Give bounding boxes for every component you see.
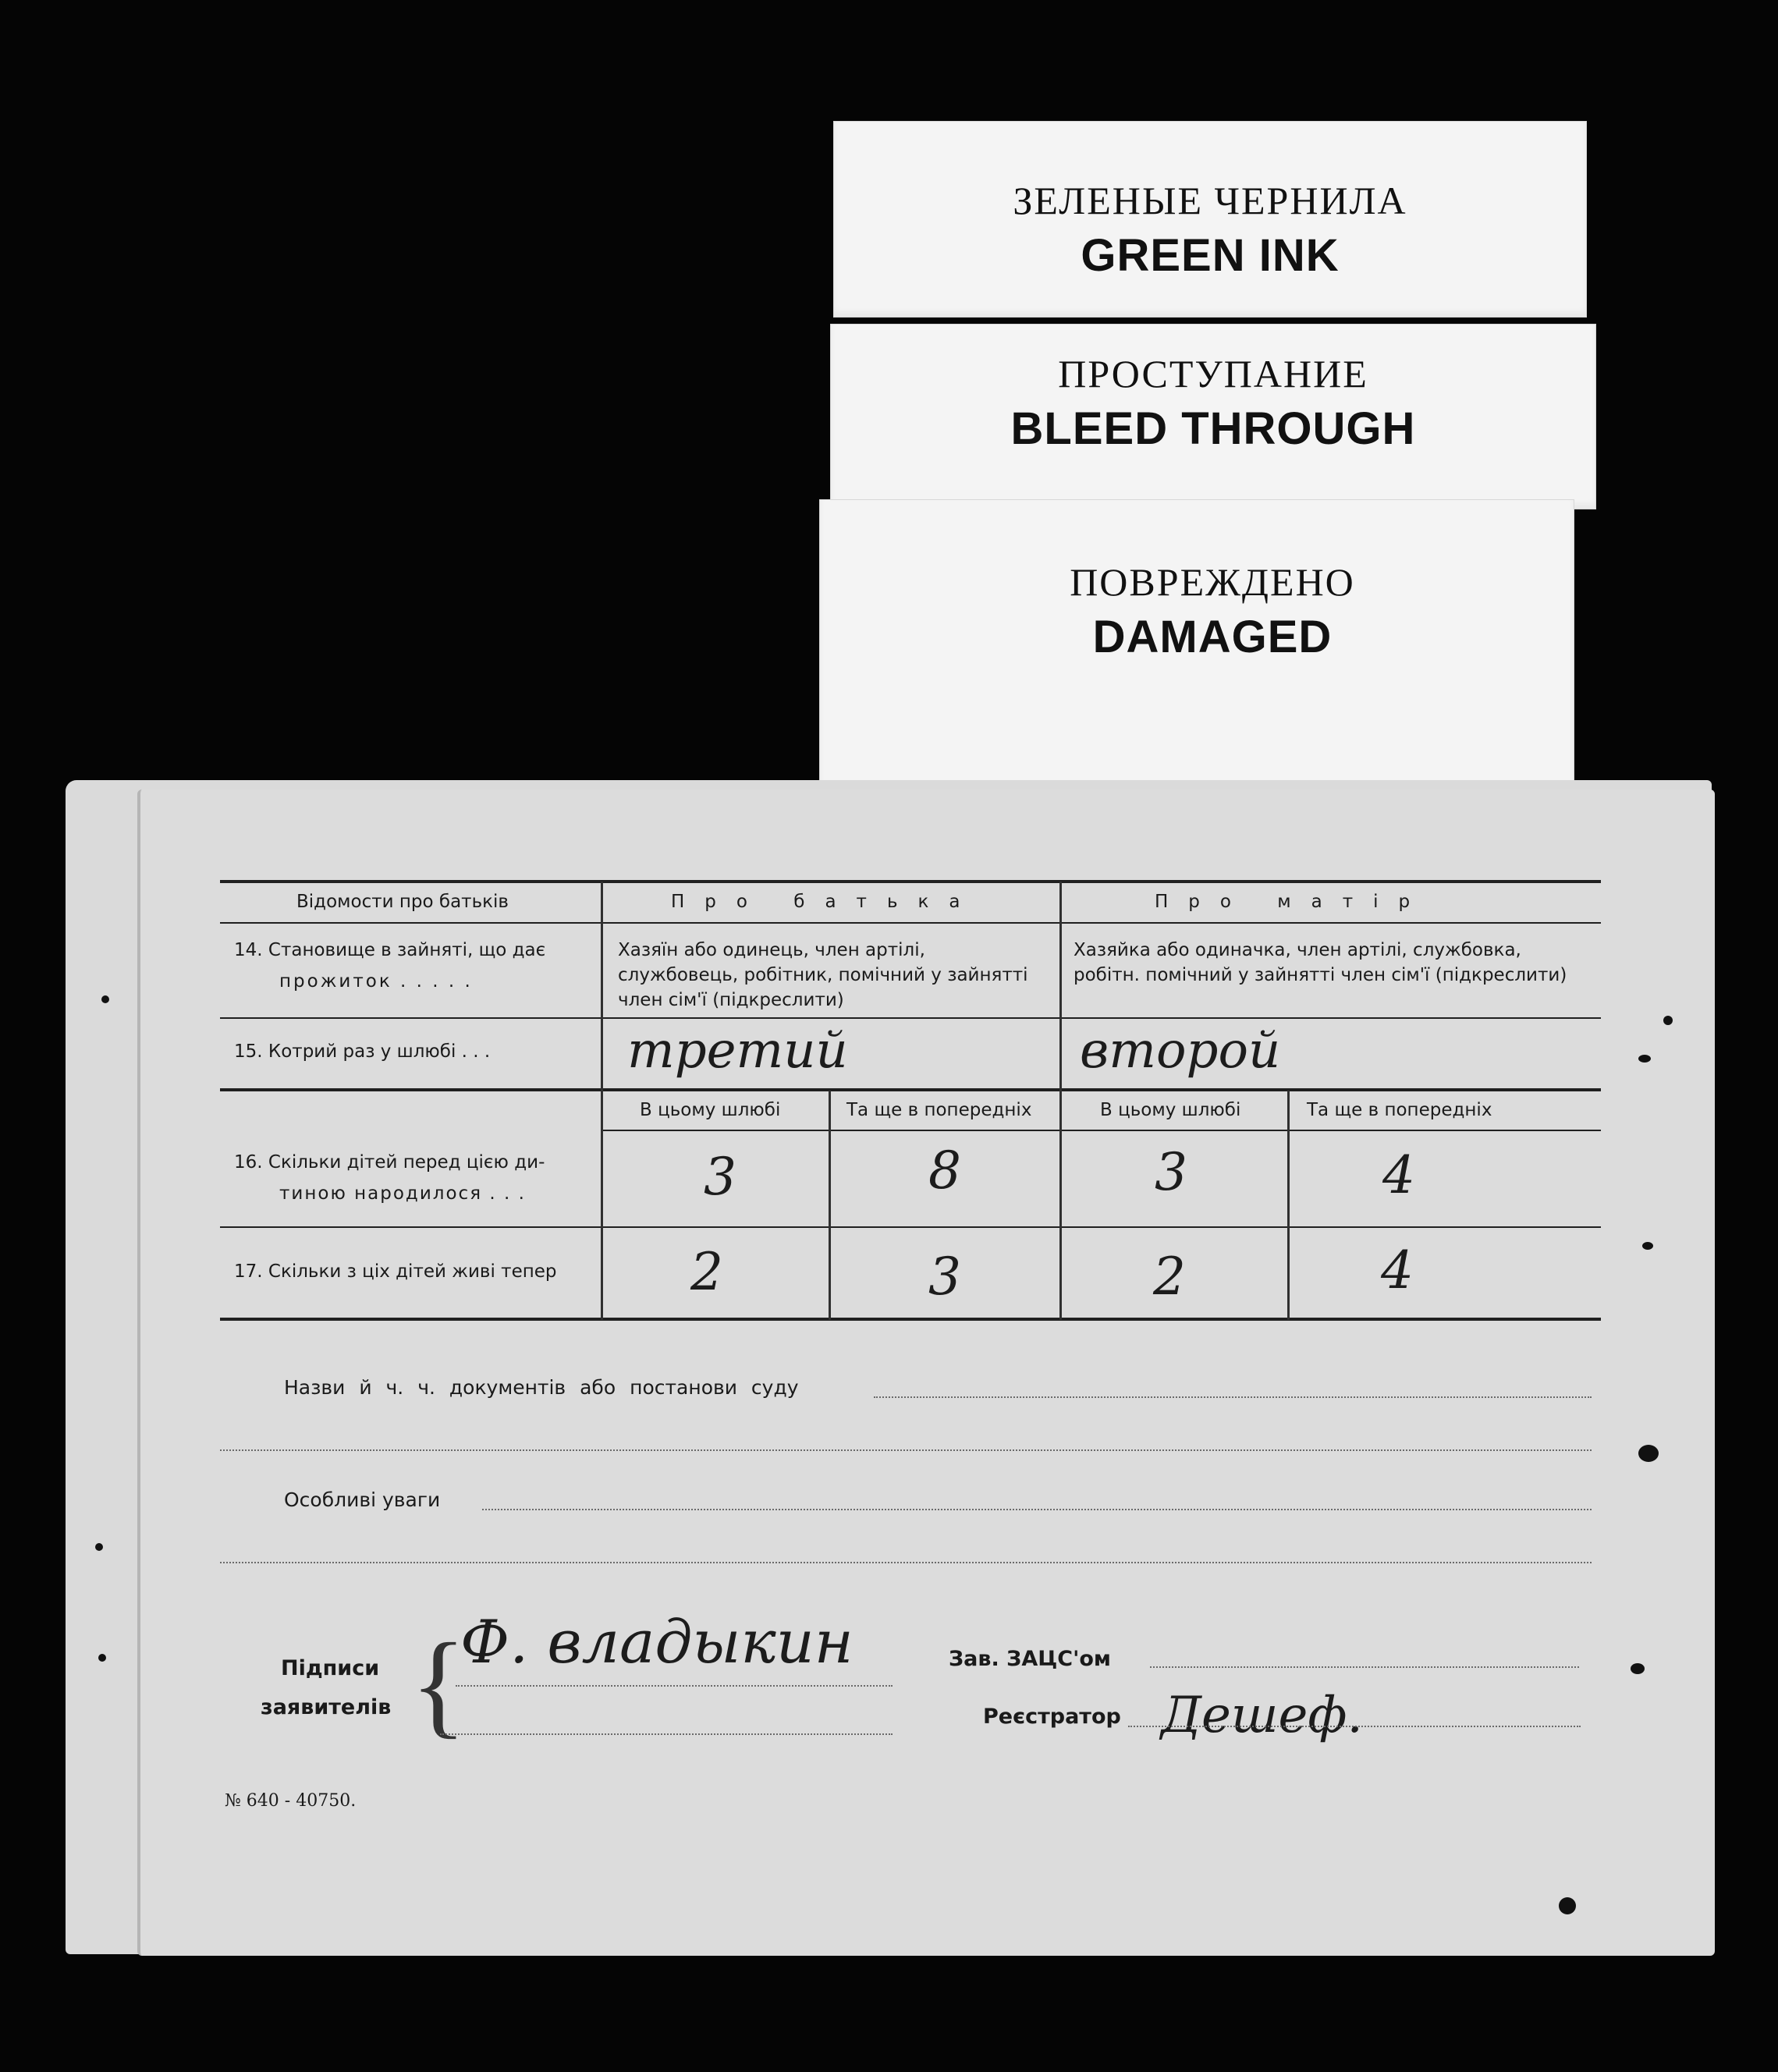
- head-signature-line: [1150, 1666, 1579, 1668]
- about-father-header: Про батька: [671, 892, 981, 912]
- row14-label-line2: прожиток . . . . .: [279, 971, 473, 992]
- applicant-signature: Ф. владыкин: [460, 1607, 854, 1676]
- edge-mark: [95, 1543, 103, 1551]
- form-number: № 640 - 40750.: [225, 1791, 357, 1811]
- damaged-label: [819, 499, 1574, 796]
- row16-label-line2: тиною народилося . . .: [279, 1183, 526, 1204]
- col-divider-3: [1059, 882, 1062, 1320]
- row15-rule: [220, 1088, 1601, 1091]
- green-ink-label-en: GREEN INK: [1081, 230, 1340, 281]
- row15-mother-value: второй: [1080, 1022, 1281, 1080]
- row14-rule: [220, 1017, 1601, 1019]
- applicant-signature-line-1: [456, 1685, 893, 1687]
- remarks-label: Особливі уваги: [284, 1488, 441, 1511]
- table-bottom-rule: [220, 1318, 1601, 1321]
- subheader-rule: [602, 1130, 1601, 1131]
- row16-rule: [220, 1226, 1601, 1228]
- green-ink-label: [833, 121, 1587, 318]
- col-divider-2: [829, 1091, 831, 1320]
- row14-father-options: Хазяїн або одинець, член артілі, службовець, робітник, помічний у зайнятті член сім'ї (підкреслити): [618, 940, 1028, 1010]
- green-ink-label-ru: ЗЕЛЕНЫЕ ЧЕРНИЛА: [1013, 179, 1407, 222]
- damaged-label-en: DAMAGED: [1092, 612, 1333, 662]
- punch-mark: [1631, 1663, 1645, 1674]
- row16-mother-previous: 4: [1382, 1145, 1415, 1205]
- punch-mark: [1638, 1055, 1651, 1063]
- bleed-through-label-en: BLEED THROUGH: [1010, 403, 1416, 454]
- bleed-through-label-ru: ПРОСТУПАНИЕ: [1058, 352, 1368, 396]
- edge-mark: [98, 1654, 106, 1662]
- col-divider-4: [1287, 1091, 1290, 1320]
- punch-mark: [1642, 1242, 1653, 1250]
- signatures-label-line1: Підписи: [281, 1656, 380, 1680]
- punch-mark: [1638, 1445, 1659, 1462]
- table-top-rule: [220, 880, 1601, 883]
- mother-previous-subheader: Та ще в попередніх: [1307, 1100, 1492, 1120]
- row16-label-line1: 16. Скільки дітей перед цією ди-: [234, 1152, 545, 1173]
- header-rule: [220, 922, 1601, 924]
- bleed-through-label: [830, 324, 1596, 509]
- applicant-signature-line-2: [440, 1733, 893, 1735]
- registration-card: [137, 789, 1715, 1956]
- col-divider-1: [601, 882, 603, 1320]
- signature-brace: {: [410, 1620, 467, 1749]
- row17-mother-this: 2: [1153, 1247, 1186, 1307]
- row17-mother-previous: 4: [1381, 1240, 1414, 1300]
- damaged-label-ru: ПОВРЕЖДЕНО: [1070, 560, 1355, 604]
- father-previous-subheader: Та ще в попередніх: [846, 1100, 1032, 1120]
- registrar-signature: Дешеф.: [1161, 1687, 1363, 1744]
- row16-father-previous: 8: [928, 1141, 961, 1201]
- row15-father-value: третий: [627, 1022, 848, 1080]
- punch-mark: [1663, 1016, 1673, 1025]
- registrar-label: Реєстратор: [983, 1705, 1121, 1729]
- edge-mark: [101, 995, 109, 1003]
- row14-label-line1: 14. Становище в зайняті, що дає: [234, 940, 546, 960]
- row16-mother-this: 3: [1155, 1142, 1187, 1202]
- registrar-signature-line: [1128, 1726, 1581, 1727]
- row17-father-this: 2: [690, 1242, 723, 1302]
- row17-father-previous: 3: [928, 1247, 961, 1307]
- about-mother-header: Про матір: [1155, 892, 1431, 912]
- row15-label: 15. Котрий раз у шлюбі . . .: [234, 1041, 491, 1062]
- row14-mother-options: Хазяйка або одиначка, член артілі, службовка, робітн. помічний у зайнятті член сім'ї (підкреслити): [1074, 940, 1567, 985]
- documents-label: Назви й ч. ч. документів або постанови суду: [284, 1376, 799, 1399]
- head-label: Зав. ЗАЦС'ом: [949, 1647, 1111, 1671]
- punch-mark: [1559, 1897, 1576, 1914]
- remarks-line-1: [482, 1509, 1592, 1510]
- row17-label: 17. Скільки з ціх дітей живі тепер: [234, 1261, 557, 1282]
- signatures-label-line2: заявителів: [261, 1695, 392, 1719]
- documents-line-2: [220, 1449, 1592, 1451]
- remarks-line-2: [220, 1562, 1592, 1563]
- father-this-marriage-subheader: В цьому шлюбі: [640, 1100, 781, 1120]
- mother-this-marriage-subheader: В цьому шлюбі: [1100, 1100, 1241, 1120]
- documents-line-1: [874, 1396, 1592, 1398]
- parents-info-header: Відомости про батьків: [296, 892, 509, 912]
- row16-father-this: 3: [704, 1147, 736, 1207]
